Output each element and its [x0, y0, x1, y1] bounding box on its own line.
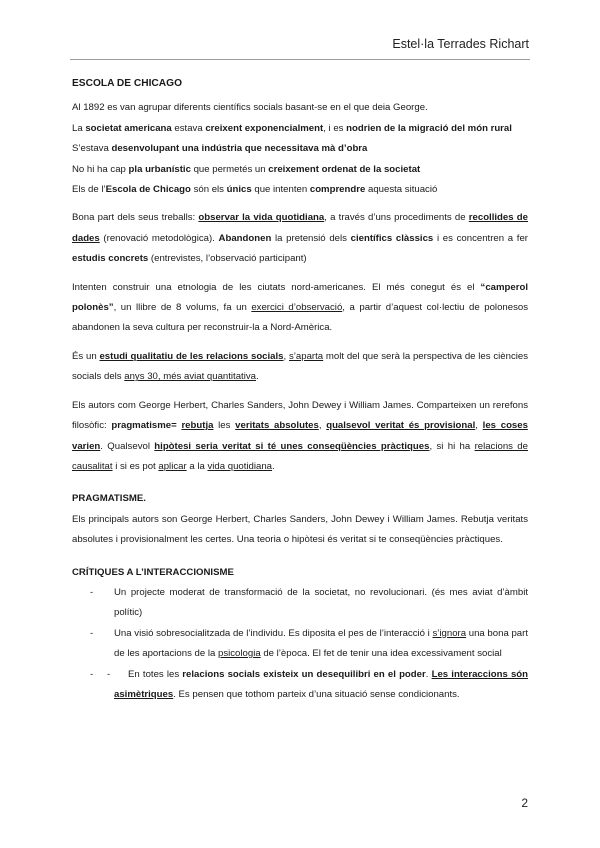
paragraph-qualitative: És un estudi qualitatiu de les relacions socials, s’aparta molt del que serà la perspectiva de les ciències socials dels anys 30, més aviat quantitativa. — [72, 350, 528, 383]
list-item: - Una visió sobresocialitzada de l’individu. Es diposita el pes de l’interacció i s’ignora una bona part de les aportacions de la psicologia de l’època. El fet de tenir una idea excessivament social — [72, 624, 528, 665]
intro-block — [72, 98, 528, 200]
header-divider — [70, 59, 530, 60]
critiques-heading: CRÍTIQUES A L’INTERACCIONISME — [72, 566, 234, 578]
document-body — [72, 74, 528, 705]
paragraph-ethnology: Intenten construir una etnologia de les ciutats nord-americanes. El més conegut és el “camperol polonès”, un llibre de 8 volums, fa un exercici d’observació, a partir d’aquest col·lectiu de polonesos abandonen la seva cultura per reconstruir-la a Nord-Amèrica. — [72, 281, 529, 334]
bullet-dash: - — [107, 668, 111, 680]
paragraph-observation: Bona part dels seus treballs: observar la vida quotidiana, a través d’uns procediments de recollides de dades (renovació metodològica). Abandonen la pretensió dels científics clàssics i es concentren a fer estudis concrets (entrevistes, l’observació participant) — [72, 212, 528, 265]
pragmatisme-text: Els principals autors son George Herbert, Charles Sanders, John Dewey i William James. Rebutja veritats absolutes i provisionalment les certes. Una teoria o hipòtesi és veritat si te conseqüències pràctiques. — [72, 513, 528, 546]
section-title: ESCOLA DE CHICAGO — [72, 78, 182, 89]
bullet-dash: - — [90, 668, 94, 680]
intro-line-2: La societat americana estava creixent exponencialment, i es nodrien de la migració del món rural — [72, 122, 512, 134]
list-item: - Un projecte moderat de transformació de la societat, no revolucionari. (és mes aviat d’àmbit polític) — [72, 583, 528, 624]
list-item: - - En totes les relacions socials existeix un desequilibri en el poder. Les interaccions són asimètriques. Es pensen que tothom parteix d’una situació sense condicionants. — [72, 665, 528, 706]
intro-line-5: Els de l’Escola de Chicago són els únics que intenten comprendre aquesta situació — [72, 184, 438, 196]
intro-line-1: Al 1892 es van agrupar diferents científics socials basant-se en el que deia George. — [72, 102, 428, 114]
intro-line-4: No hi ha cap pla urbanístic que permetés un creixement ordenat de la societat — [72, 163, 421, 175]
intro-line-3: S’estava desenvolupant una indústria que necessitava mà d’obra — [72, 143, 368, 155]
page-number: 2 — [521, 796, 528, 810]
pragmatisme-heading: PRAGMATISME. — [72, 493, 146, 505]
bullet-dash: - — [90, 586, 94, 598]
bullet-dash: - — [90, 627, 94, 639]
header-author: Estel·la Terrades Richart — [392, 37, 529, 51]
critiques-list — [72, 583, 528, 705]
paragraph-authors: Els autors com George Herbert, Charles Sanders, John Dewey i William James. Comparteixen un rerefons filosòfic: pragmatisme= rebutja les veritats absolutes, qualsevol veritat és provisional, les coses varien. Qualsevol hipòtesi seria veritat si té unes conseqüències pràctiques, si hi ha relacions de causalitat i si es pot aplicar a la vida quotidiana. — [72, 399, 528, 472]
